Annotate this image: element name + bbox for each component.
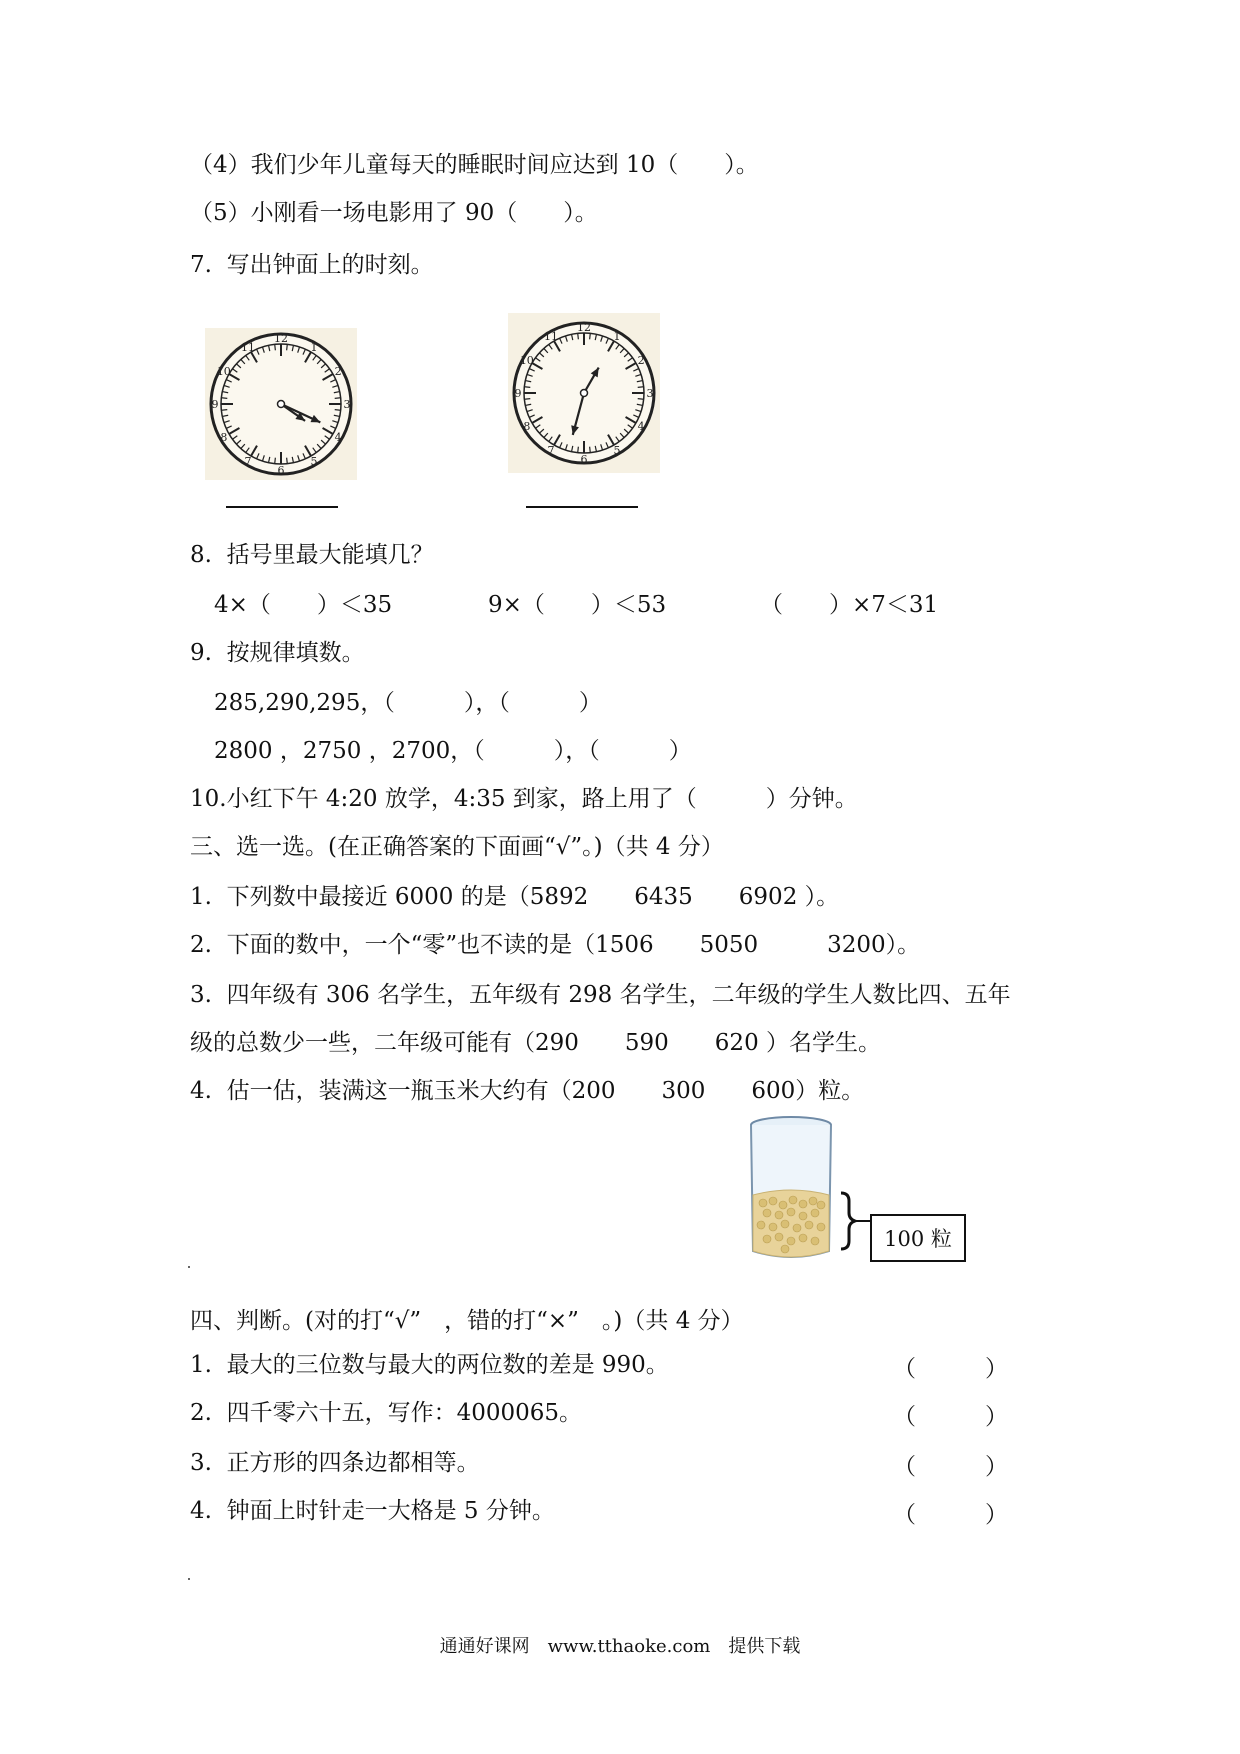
question-9a: 285,290,295，（ ），（ ） <box>214 690 602 716</box>
section-3-q2: 2. 下面的数中，一个“零”也不读的是（1506 5050 3200）。 <box>190 932 921 958</box>
clock-number: 8 <box>220 431 228 445</box>
footer-credit: 通通好课网 www.tthaoke.com 提供下载 <box>439 1636 801 1657</box>
clock-tick <box>287 344 288 350</box>
clock-number: 2 <box>334 364 342 378</box>
corn-count-label: 100 粒 <box>870 1214 966 1262</box>
clock-number: 9 <box>514 387 522 400</box>
clock-tick <box>275 458 276 464</box>
answer-blank-2[interactable] <box>526 506 638 508</box>
clock-number: 3 <box>343 398 351 411</box>
clock-number: 1 <box>310 340 318 354</box>
clock-face-2 <box>508 313 660 473</box>
question-8a: 4×（ ）＜35 <box>214 592 393 618</box>
clock-number: 1 <box>613 329 621 343</box>
clock-number: 11 <box>543 329 558 343</box>
clock-tick <box>590 447 591 453</box>
clock-tick <box>221 398 227 399</box>
section-4-q4: 4. 钟面上时针走一大格是 5 分钟。 <box>190 1498 555 1524</box>
clock-tick <box>578 333 579 339</box>
clock-number: 12 <box>577 320 591 334</box>
section-4-q2: 2. 四千零六十五，写作：4000065。 <box>190 1400 582 1426</box>
question-9b: 2800 ，2750 ，2700，（ ），（ ） <box>214 738 692 764</box>
section-3-q3-line1: 3. 四年级有 306 名学生，五年级有 298 名学生，二年级的学生人数比四、五年 <box>190 982 1011 1008</box>
section-4-q3: 3. 正方形的四条边都相等。 <box>190 1450 480 1476</box>
clock-number: 10 <box>216 364 231 378</box>
section-4-q1: 1. 最大的三位数与最大的两位数的差是 990。 <box>190 1352 669 1378</box>
clock-tick <box>638 387 644 388</box>
question-7: 7. 写出钟面上的时刻。 <box>190 252 434 278</box>
clock-tick <box>275 344 276 350</box>
question-6-5: （5）小刚看一场电影用了 90（ ）。 <box>190 200 598 226</box>
clock-number: 4 <box>334 431 342 445</box>
clock-number: 8 <box>523 420 531 434</box>
scan-speck <box>188 1578 190 1580</box>
clock-tick <box>638 399 644 400</box>
clock-number: 2 <box>637 353 645 367</box>
question-9: 9. 按规律填数。 <box>190 640 365 666</box>
clock-tick <box>524 387 530 388</box>
clock-tick <box>287 458 288 464</box>
clock-number: 3 <box>646 387 654 400</box>
clock-tick <box>524 399 530 400</box>
clock-number: 12 <box>274 331 288 345</box>
clock-tick <box>335 410 341 411</box>
clock-number: 7 <box>244 455 252 469</box>
clock-face-1 <box>205 328 357 480</box>
scan-speck <box>188 1266 190 1268</box>
section-3-q4: 4. 估一估，装满这一瓶玉米大约有（200 300 600）粒。 <box>190 1078 865 1104</box>
clock-tick <box>221 410 227 411</box>
answer-paren-1[interactable]: （ ） <box>893 1356 1008 1382</box>
clock-number: 6 <box>580 453 588 467</box>
section-3-q3-line2: 级的总数少一些，二年级可能有（290 590 620 ）名学生。 <box>190 1030 882 1056</box>
question-8b: 9×（ ）＜53 <box>488 592 667 618</box>
answer-paren-2[interactable]: （ ） <box>893 1404 1008 1430</box>
clock-center-pin <box>581 390 588 397</box>
question-8c: （ ）×7＜31 <box>760 592 939 618</box>
clock-number: 7 <box>547 444 555 458</box>
question-8: 8. 括号里最大能填几？ <box>190 542 434 568</box>
clock-center-pin <box>278 401 285 408</box>
clock-number: 6 <box>277 464 285 478</box>
clock-number: 4 <box>637 420 645 434</box>
answer-paren-4[interactable]: （ ） <box>893 1502 1008 1528</box>
section-3-q1: 1. 下列数中最接近 6000 的是（5892 6435 6902 ）。 <box>190 884 840 910</box>
answer-blank-1[interactable] <box>226 506 338 508</box>
clock-number: 10 <box>519 353 534 367</box>
corn-jar-illustration <box>745 1115 875 1265</box>
clock-number: 5 <box>613 444 621 458</box>
clock-tick <box>578 447 579 453</box>
clock-number: 5 <box>310 455 318 469</box>
section-4-heading: 四、判断。(对的打“√” ，错的打“×” 。)（共 4 分） <box>190 1308 744 1334</box>
clock-number: 9 <box>211 398 219 411</box>
clock-number: 11 <box>240 340 255 354</box>
clock-tick <box>335 398 341 399</box>
question-10: 10.小红下午 4:20 放学，4:35 到家，路上用了（ ）分钟。 <box>190 786 858 812</box>
question-6-4: （4）我们少年儿童每天的睡眠时间应达到 10（ ）。 <box>190 152 759 178</box>
answer-paren-3[interactable]: （ ） <box>893 1454 1008 1480</box>
clock-tick <box>590 333 591 339</box>
section-3-heading: 三、选一选。(在正确答案的下面画“√”。)（共 4 分） <box>190 834 724 860</box>
